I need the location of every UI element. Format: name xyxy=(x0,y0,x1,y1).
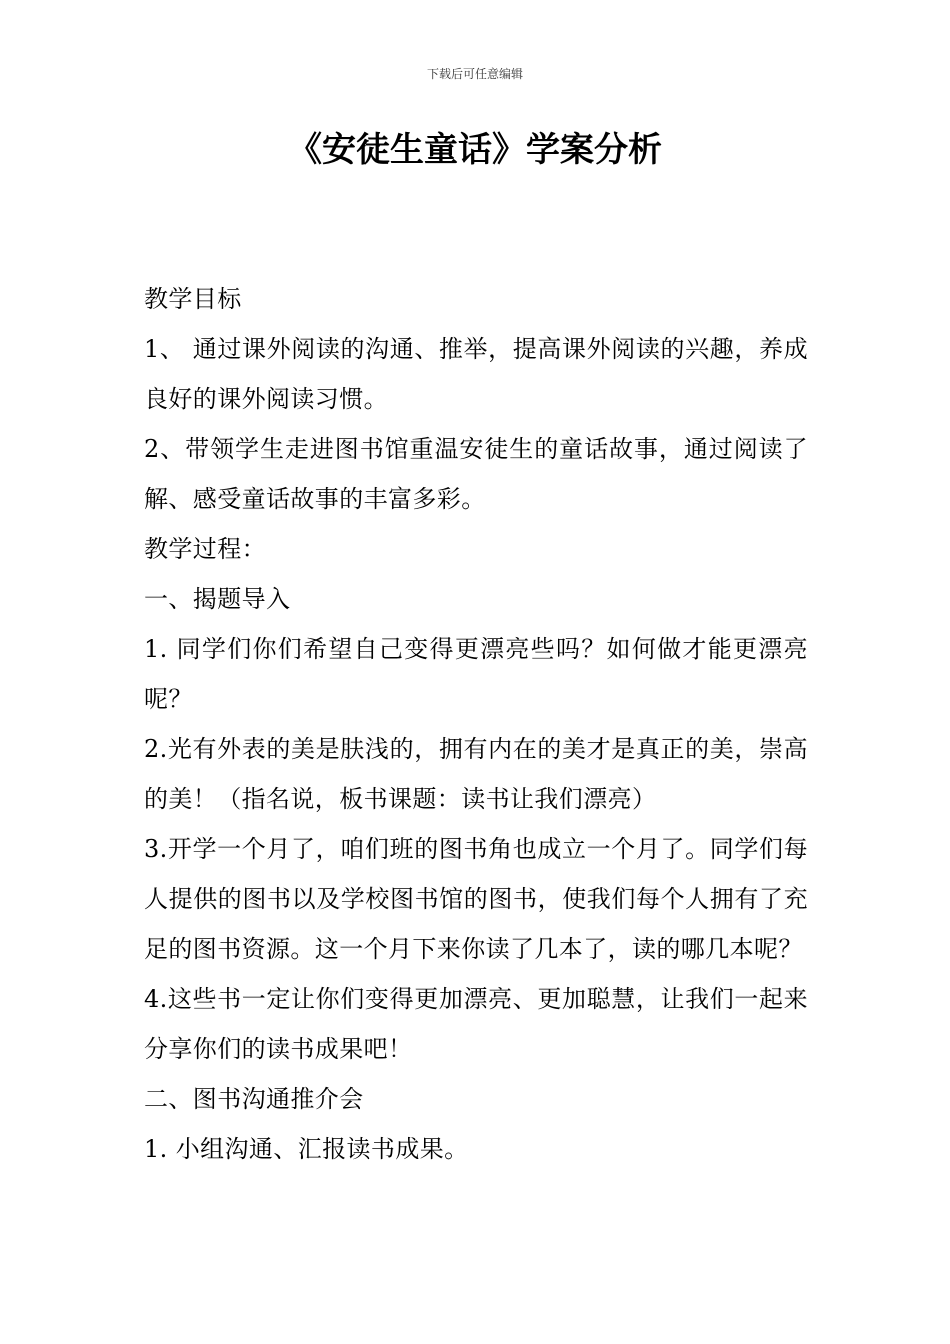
intro-step-1: 1. 同学们你们希望自己变得更漂亮些吗？如何做才能更漂亮呢？ xyxy=(144,635,808,713)
intro-step-3: 3.开学一个月了，咱们班的图书角也成立一个月了。同学们每人提供的图书以及学校图书馆的图书，使我们每个人拥有了充足的图书资源。这一个月下来你读了几本了，读的哪几本呢？ xyxy=(144,835,808,963)
header-note: 下载后可任意编辑 xyxy=(426,67,523,81)
section-heading-teaching-process: 教学过程： xyxy=(144,535,266,563)
exchange-step-1: 1. 小组沟通、汇报读书成果。 xyxy=(144,1135,469,1163)
subsection-heading-intro: 一、揭题导入 xyxy=(144,585,291,613)
goal-item-1: 1、 通过课外阅读的沟通、推举，提高课外阅读的兴趣，养成良好的课外阅读习惯。 xyxy=(144,335,808,413)
intro-step-4: 4.这些书一定让你们变得更加漂亮、更加聪慧，让我们一起来分享你们的读书成果吧！ xyxy=(144,985,808,1063)
goal-item-2: 2、带领学生走进图书馆重温安徒生的童话故事，通过阅读了解、感受童话故事的丰富多彩。 xyxy=(144,435,808,513)
subsection-heading-book-exchange: 二、图书沟通推介会 xyxy=(144,1085,364,1113)
intro-step-2: 2.光有外表的美是肤浅的，拥有内在的美才是真正的美，崇高的美！（指名说，板书课题：读书让我们漂亮） xyxy=(144,735,808,813)
document-title: 《安徒生童话》学案分析 xyxy=(288,130,662,170)
document-body xyxy=(144,274,808,1174)
section-heading-teaching-goals: 教学目标 xyxy=(144,285,242,313)
